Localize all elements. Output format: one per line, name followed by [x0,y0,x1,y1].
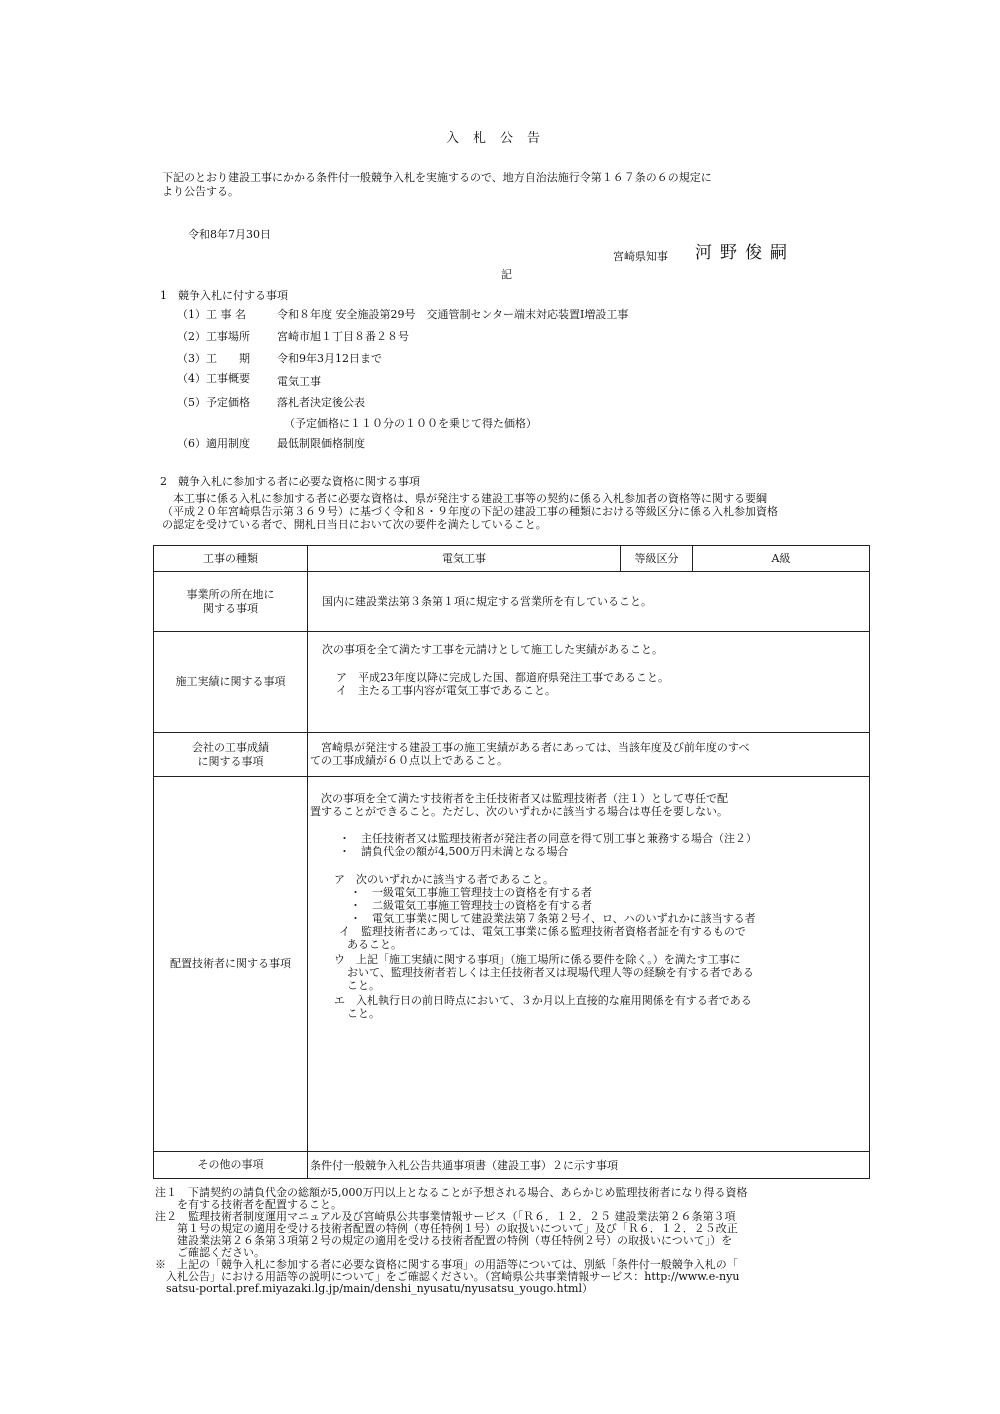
item-value: 令和9年3月12日まで [277,352,382,365]
label-line: 関する事項 [203,601,258,615]
other-text: 条件付一般競争入札公告共通事項書（建設工事）２に示す事項 [310,1159,618,1172]
performance-label: 施工実績に関する事項 [154,632,308,733]
note-line: ご確認ください。 [155,1246,265,1259]
office-label [154,572,308,632]
engineer-line: ・ 請負代金の額が4,500万円未満となる場合 [339,845,569,858]
company-line: ての工事成績が６０点以上であること。 [310,754,508,767]
section2-heading: 2 競争入札に参加する者に必要な資格に関する事項 [160,475,420,488]
item-value: 電気工事 [277,375,321,388]
table-row [154,572,870,632]
engineer-line: ウ 上記「施工実績に関する事項」（施工場所に係る要件を除く。）を満たす工事に [334,953,741,966]
item-value: （予定価格に１１０分の１００を乗じて得た価格） [284,417,537,430]
item-value: 令和８年度 安全施設第29号 交通管制センター端末対応装置Ⅰ増設工事 [277,308,629,321]
requirements-table [153,545,870,1179]
grade-value: A級 [693,546,870,572]
intro-paragraph [162,171,712,199]
item-label: （2）工事場所 [177,330,250,343]
table-row [154,546,870,572]
engineer-cell [308,777,870,1152]
page-title: 入札公告 [445,131,554,146]
note-line: 注１ 下請契約の請負代金の総額が5,000万円以上となることが予想される場合、あらかじめ監理技術者になり得る資格 [155,1186,748,1199]
engineer-line: 置することができること。ただし、次のいずれかに該当する場合は専任を要しない。 [310,805,728,818]
company-label [154,733,308,777]
other-cell [308,1152,870,1179]
type-label: 工事の種類 [154,546,308,572]
section2-line: （平成２０年宮崎県告示第３６９号）に基づく令和８・９年度の下記の建設工事の種類における等級区分に係る入札参加資格 [162,505,778,518]
item-label: （6）適用制度 [177,437,250,450]
engineer-line: おいて、監理技術者若しくは主任技術者又は現場代理人等の経験を有する者である [347,966,754,979]
label-line: 事業所の所在地に [186,587,275,601]
performance-line: ア 平成23年度以降に完成した国、都道府県発注工事であること。 [336,671,669,684]
engineer-line: エ 入札執行日の前日時点において、３か月以上直接的な雇用関係を有する者である [334,994,752,1007]
company-line: 宮崎県が発注する建設工事の施工実績がある者にあっては、当該年度及び前年度のすべ [310,741,750,754]
note-line: を有する技術者を配置すること。 [155,1198,342,1211]
section2-line: 本工事に係る入札に参加する者に必要な資格は、県が発注する建設工事等の契約に係る入札参加者の資格等に関する要綱 [162,492,767,505]
note-line: ※ 上記の「競争入札に参加する者に必要な資格に関する事項」の用語等については、別紙「条件付一般競争入札の「 [155,1258,738,1271]
performance-line: イ 主たる工事内容が電気工事であること。 [336,684,556,697]
type-value: 電気工事 [308,546,621,572]
note-line: satsu-portal.pref.miyazaki.lg.jp/main/denshi_nyusatu/nyusatsu_yougo.html） [155,1282,593,1295]
section2-line: の認定を受けている者で、開札日当日において次の要件を満たしていること。 [162,518,547,531]
item-value: 落札者決定後公表 [277,396,365,409]
office-text: 国内に建設業法第３条第１項に規定する営業所を有していること。 [322,595,652,608]
intro-line: より公告する。 [162,185,239,198]
engineer-line: ・ 電気工事業に関して建設業法第７条第２号イ、ロ、ハのいずれかに該当する者 [350,912,756,925]
note-line: 建設業法第２６条第３項第２号の規定の適用を受ける技術者配置の特例（専任特例２号）の取扱いについて」）を [155,1234,733,1247]
item-value: 最低制限価格制度 [277,437,365,450]
table-row [154,1152,870,1179]
engineer-line: こと。 [347,979,380,992]
label-line: 会社の工事成績 [192,740,269,754]
engineer-label: 配置技術者に関する事項 [154,777,308,1152]
engineer-line: イ 監理技術者にあっては、電気工事業に係る監理技術者資格者証を有するもので [339,925,746,938]
engineer-line: こと。 [347,1007,380,1020]
performance-cell [308,632,870,733]
intro-line: 下記のとおり建設工事にかかる条件付一般競争入札を実施するので、地方自治法施行令第１６７条の６の規定に [162,171,712,184]
ki-marker: 記 [501,268,512,281]
engineer-line: 次の事項を全て満たす技術者を主任技術者又は監理技術者（注１）として専任で配 [310,792,728,805]
item-label: （1）工 事 名 [177,308,246,321]
table-row [154,632,870,733]
item-label: （4）工事概要 [177,372,250,385]
issuer-title: 宮崎県知事 [613,250,668,263]
performance-line: 次の事項を全て満たす工事を元請けとして施工した実績があること。 [322,643,663,656]
item-label: （3）工 期 [177,352,250,365]
engineer-line: ・ 二級電気工事施工管理技士の資格を有する者 [350,899,592,912]
note-line: 注２ 監理技術者制度運用マニュアル及び宮崎県公共事業情報サービス（「Ｒ６．１２．２５ 建設業法第２６条第３項 [155,1210,736,1223]
engineer-line: ア 次のいずれかに該当する者であること。 [334,873,554,886]
engineer-line: あること。 [347,938,402,951]
label-line: に関する事項 [197,754,264,768]
item-label: （5）予定価格 [177,396,250,409]
engineer-line: ・ 一級電気工事施工管理技士の資格を有する者 [350,886,592,899]
engineer-line: ・ 主任技術者又は監理技術者が発注者の同意を得て別工事と兼務する場合（注２） [339,832,757,845]
table-row [154,777,870,1152]
section2-body [162,492,778,531]
table-row [154,733,870,777]
notes [155,1187,748,1295]
note-line: 第１号の規定の適用を受ける技術者配置の特例（専任特例１号）の取扱いについて」及び「Ｒ６．１２．２５改正 [155,1222,738,1235]
issuer-name: 河野俊嗣 [695,243,795,263]
other-label: その他の事項 [154,1152,308,1179]
office-text-cell [308,572,870,632]
item-value: 宮崎市旭１丁目８番２８号 [277,330,409,343]
company-cell [308,733,870,777]
note-line: 入札公告」における用語等の説明について」をご確認ください。（宮崎県公共事業情報サービス：http://www.e-nyu [155,1270,740,1283]
grade-label: 等級区分 [621,546,693,572]
section1-heading: 1 競争入札に付する事項 [160,289,288,302]
publish-date: 令和8年7月30日 [188,228,271,241]
